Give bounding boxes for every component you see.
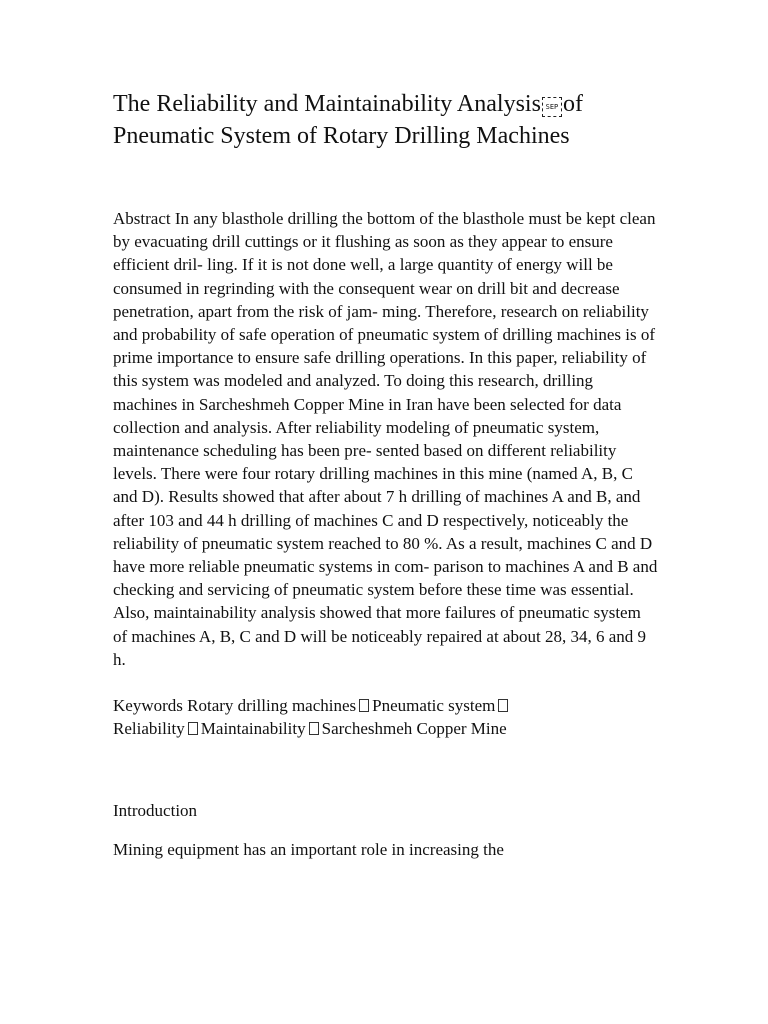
- keywords-label: Keywords: [113, 696, 183, 716]
- keyword-separator-icon: [188, 722, 198, 735]
- introduction-paragraph: Mining equipment has an important role in increasing the: [113, 840, 504, 860]
- title-line-1-end: of: [562, 91, 583, 117]
- sep-symbol-icon: SEP: [542, 97, 562, 117]
- keyword-item: Pneumatic system: [372, 696, 496, 716]
- document-page: [113, 88, 658, 861]
- keyword-item: Rotary drilling machines: [187, 696, 357, 716]
- keyword-separator-icon: [359, 699, 369, 712]
- keyword-item: Reliability: [113, 719, 185, 739]
- title-line-1: [113, 88, 658, 120]
- title-line-2: Pneumatic System of Rotary Drilling Machines: [113, 123, 570, 149]
- abstract-paragraph: Abstract In any blasthole drilling the bottom of the blasthole must be kept clean by evacuating drill cuttings or it flushing as soon as they appear to ensure efficient dril- ling. If it is not done well, a large quantity of energy will be consumed in regrinding with the consequent wear on drill bit and decrease penetration, apart from the risk of jam- ming. Therefore, research on reliability and probability of safe operation of pneumatic system of drilling machines is of prime importance to ensure safe drilling operations. In this paper, reliability of this system was modeled and analyzed. To doing this research, drilling machines in Sarcheshmeh Copper Mine in Iran have been selected for data collection and analysis. After reliability modeling of pneumatic system, maintenance scheduling has been pre- sented based on different reliability levels. There were four rotary drilling machines in this mine (named A, B, C and D). Results showed that after about 7 h drilling of machines A and B, and after 103 and 44 h drilling of machines C and D respectively, noticeably the reliability of pneumatic system reached to 80 %. As a result, machines C and D have more reliable pneumatic systems in com- parison to machines A and B and checking and servicing of pneumatic system before these time was essential. Also, maintainability analysis showed that more failures of pneumatic system of machines A, B, C and D will be noticeably repaired at about 28, 34, 6 and 9 h.: [113, 209, 658, 669]
- keyword-separator-icon: [309, 722, 319, 735]
- keyword-item: Sarcheshmeh Copper Mine: [321, 719, 507, 739]
- document-title: [113, 88, 658, 152]
- keyword-separator-icon: [498, 699, 508, 712]
- keywords-line: [113, 694, 658, 740]
- title-line-1-text: The Reliability and Maintainability Analysis: [113, 91, 541, 117]
- introduction-heading: Introduction: [113, 801, 198, 821]
- keyword-item: Maintainability: [200, 719, 306, 739]
